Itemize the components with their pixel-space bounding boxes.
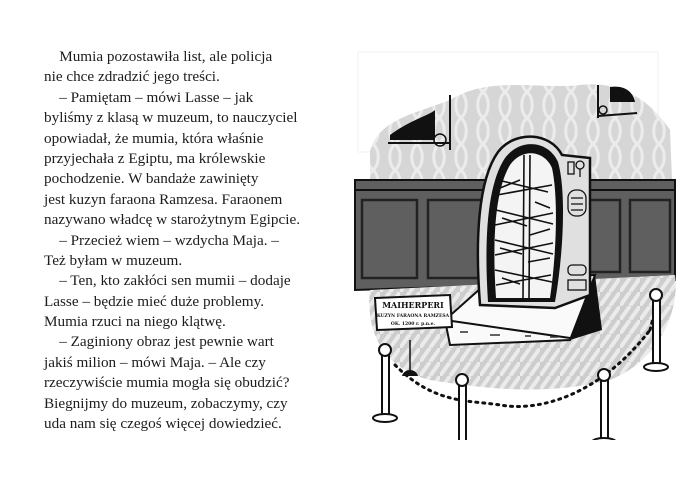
sarcophagus (478, 137, 590, 308)
sign-date: OK. 1200 r. p.n.e. (390, 322, 436, 327)
text-line: przyjechała z Egiptu, ma królewskie (44, 149, 266, 167)
text-line: uda nam się czegoś więcej dowiedzieć. (44, 415, 282, 433)
text-line: Też byłam w muzeum. (44, 251, 183, 269)
text-line: – Zaginiony obraz jest pewnie wart (44, 333, 274, 351)
sign-subtitle: KUZYN FARAONA RAMZESA (376, 314, 450, 319)
text-line: – Przecież wiem – wzdycha Maja. – (44, 231, 279, 249)
text-line: pochodzenie. W bandaże zawinięty (44, 170, 259, 188)
text-line: – Ten, kto zakłóci sen mumii – dodaje (44, 272, 291, 290)
text-line: Lasse – będzie mieć duże problemy. (44, 292, 264, 310)
text-line: byliśmy z klasą w muzeum, to nauczyciel (44, 109, 298, 127)
text-line: jakiś milion – mówi Maja. – Ale czy (44, 353, 266, 371)
story-text (44, 47, 319, 434)
sign-title: MAIHERPERI (382, 300, 444, 310)
text-line: nazywano władcę w starożytnym Egipcie. (44, 211, 300, 229)
text-line: – Pamiętam – mówi Lasse – jak (44, 88, 254, 106)
text-line: Mumia rzuci na niego klątwę. (44, 313, 226, 331)
text-line: opowiadał, że mumia, która właśnie (44, 129, 264, 147)
text-line: Mumia pozostawiła list, ale policja (44, 48, 273, 65)
mummy-illustration (340, 40, 680, 440)
text-line: nie chce zdradzić jego treści. (44, 68, 220, 86)
text-line: rzeczywiście mumia mogła się obudzić? (44, 374, 290, 392)
text-line: Biegnijmy do muzeum, zobaczymy, czy (44, 394, 288, 412)
text-line: jest kuzyn faraona Ramzesa. Faraonem (44, 190, 283, 208)
